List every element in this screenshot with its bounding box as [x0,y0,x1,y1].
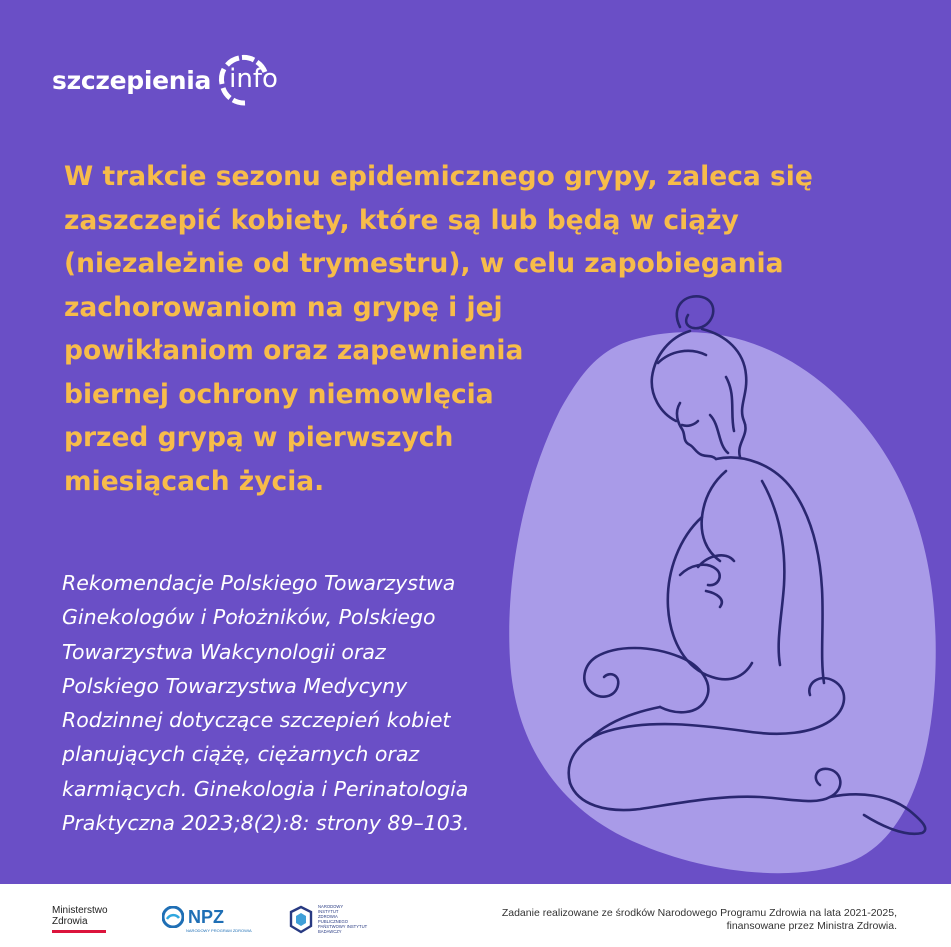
funding-note [502,907,897,933]
headline-line: zachorowaniom na grypę i jej [64,291,503,323]
headline-line: zaszczepić kobiety, które są lub będą w ciąży [64,204,739,236]
npz-label: NPZ [188,906,224,927]
citation-line: Rodzinnej dotyczące szczepień kobiet [62,708,451,733]
pregnant-woman-illustration [530,285,940,845]
citation-line: Ginekologów i Położników, Polskiego [62,605,436,630]
nizp-line: ZDROWIA [318,914,338,919]
citation-line: planujących ciążę, ciężarnych oraz [62,742,420,767]
npz-subtitle: NARODOWY PROGRAM ZDROWIA [186,928,252,933]
funding-line: Zadanie realizowane ze środków Narodowego Programu Zdrowia na lata 2021-2025, [501,907,897,919]
headline-line: biernej ochrony niemowlęcia [64,378,494,410]
headline-line: powikłaniom oraz zapewnienia [64,335,524,366]
npz-logo-icon [162,906,184,928]
funding-line: finansowane przez Ministra Zdrowia. [726,920,897,932]
headline-line: (niezależnie od trymestru), w celu zapobiegania [64,248,784,279]
citation-line: Polskiego Towarzystwa Medycyny [62,673,408,698]
nizp-line: PUBLICZNEGO [318,919,349,924]
logo-info-text: info [229,64,278,94]
nizp-line: INSTYTUT [318,909,339,914]
citation-line: Praktyczna 2023;8(2):8: strony 89–103. [62,811,470,836]
nizp-line: BADAWCZY [318,929,342,934]
citation-line: karmiących. Ginekologia i Perinatologia [62,776,469,801]
szczepienia-logo-ring-icon [215,51,278,109]
szczepienia-info-logo[interactable] [52,44,278,116]
ministry-line: Zdrowia [52,916,88,927]
headline-line: miesiącach życia. [64,465,325,497]
ministry-of-health-logo[interactable] [52,905,108,927]
citation-line: Rekomendacje Polskiego Towarzystwa [62,571,456,595]
citation-line: Towarzystwa Wakcynologii oraz [62,639,386,664]
logo-word: szczepienia [52,65,212,95]
citation [62,566,469,840]
npz-logo[interactable] [162,906,224,928]
ministry-line: Ministerstwo [52,905,108,916]
nizp-logo-icon [288,904,314,936]
nizp-text [318,904,368,934]
polish-flag-stripe [52,930,106,933]
nizp-line: PAŃSTWOWY INSTYTUT [318,924,368,929]
headline-line: W trakcie sezonu epidemicznego grypy, zaleca się [64,161,813,192]
headline-line: przed grypą w pierwszych [64,422,454,453]
nizp-line: NARODOWY [318,904,344,909]
nizp-logo[interactable] [288,904,368,936]
